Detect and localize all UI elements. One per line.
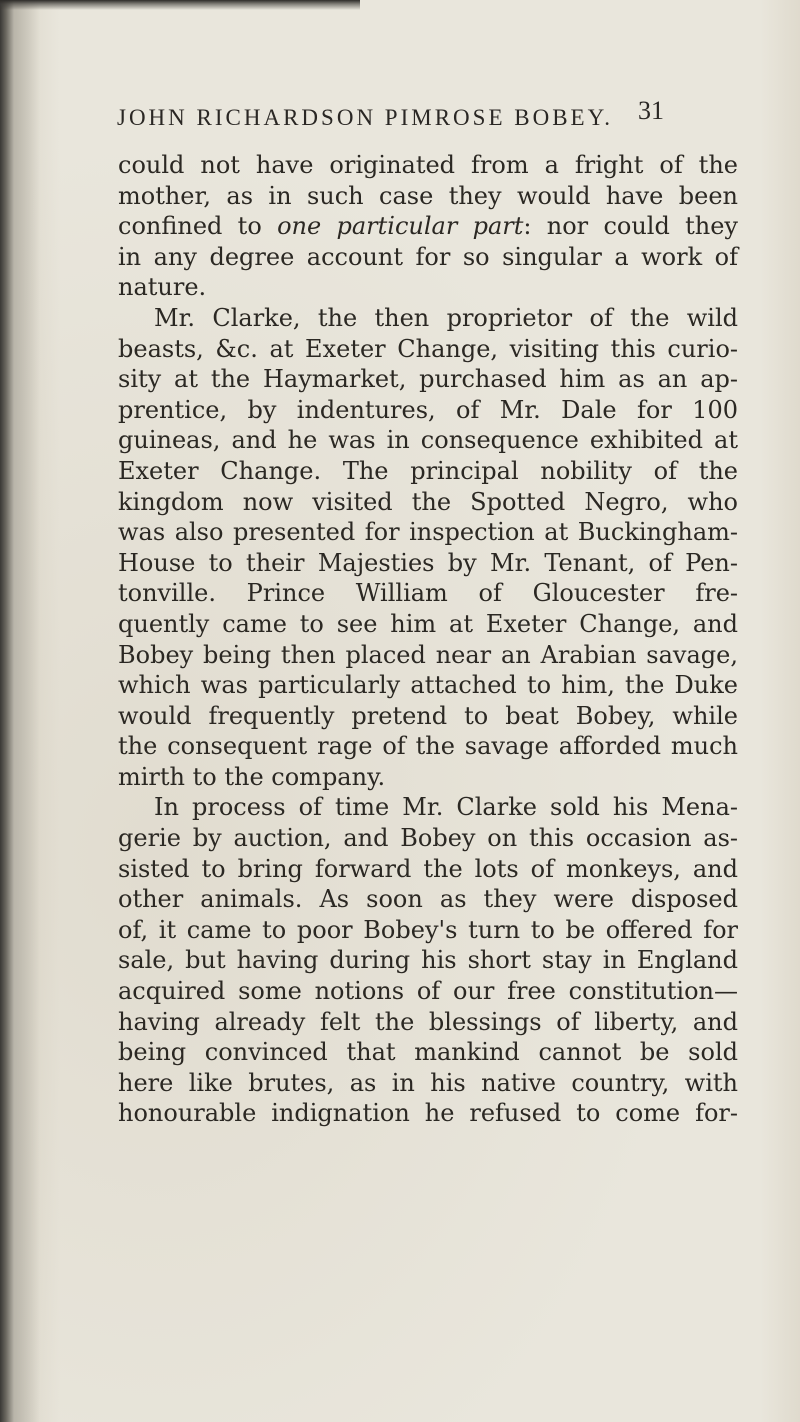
text-line: here like brutes, as in his native country, with bbox=[118, 1068, 738, 1097]
text-line: tonville. Prince William of Gloucester fre- bbox=[118, 579, 738, 608]
text-line: acquired some notions of our free constitution— bbox=[118, 977, 738, 1006]
text-line: having already felt the blessings of liberty, and bbox=[118, 1007, 738, 1036]
text-line: sisted to bring forward the lots of monkeys, and bbox=[118, 854, 738, 883]
text-line: nature. bbox=[118, 273, 207, 302]
text-line: sale, but having during his short stay in England bbox=[118, 946, 738, 975]
page-top-edge bbox=[0, 0, 360, 10]
text-line: could not have originated from a fright of the bbox=[118, 151, 738, 179]
text-line: House to their Majesties by Mr. Tenant, of Pen- bbox=[118, 548, 738, 577]
text-line: was also presented for inspection at Buckingham- bbox=[118, 518, 738, 547]
running-head-title: JOHN RICHARDSON PIMROSE BOBEY. bbox=[117, 105, 613, 130]
text-line: kingdom now visited the Spotted Negro, who bbox=[118, 487, 738, 516]
text-line: which was particularly attached to him, the Duke bbox=[118, 671, 738, 700]
text-line: guineas, and he was in consequence exhibited at bbox=[118, 426, 738, 455]
text-line: In process of time Mr. Clarke sold his Mena- bbox=[154, 793, 738, 822]
text-line: quently came to see him at Exeter Change, and bbox=[118, 609, 738, 638]
text-line-end: : nor could they bbox=[523, 212, 738, 241]
text-line: honourable indignation he refused to come for- bbox=[118, 1099, 738, 1128]
italic-phrase: one particular part bbox=[277, 212, 524, 241]
text-line: Mr. Clarke, the then proprietor of the wild bbox=[154, 303, 738, 332]
book-binding-shadow bbox=[0, 0, 40, 1422]
page-number: 31 bbox=[638, 96, 664, 125]
text-line: other animals. As soon as they were disposed bbox=[118, 885, 738, 914]
text-line: prentice, by indentures, of Mr. Dale for 100 bbox=[118, 395, 738, 424]
text-line: the consequent rage of the savage afforded much bbox=[118, 732, 738, 761]
text-line bbox=[118, 211, 738, 242]
body-text bbox=[118, 150, 738, 1129]
text-line: beasts, &c. at Exeter Change, visiting this curio- bbox=[118, 334, 738, 363]
text-line: being convinced that mankind cannot be sold bbox=[118, 1038, 738, 1067]
text-line: would frequently pretend to beat Bobey, while bbox=[118, 701, 738, 730]
text-line: Exeter Change. The principal nobility of the bbox=[118, 456, 738, 485]
text-line: Bobey being then placed near an Arabian savage, bbox=[118, 640, 738, 669]
text-line: mother, as in such case they would have been bbox=[118, 181, 738, 210]
text-line: of, it came to poor Bobey's turn to be offered for bbox=[118, 915, 738, 944]
text-line: sity at the Haymarket, purchased him as an ap- bbox=[118, 365, 738, 394]
text-line: mirth to the company. bbox=[118, 762, 386, 791]
text-line: gerie by auction, and Bobey on this occasion as- bbox=[118, 824, 738, 853]
text-line: in any degree account for so singular a work of bbox=[118, 242, 738, 271]
text-line-start: confined to bbox=[118, 212, 262, 241]
